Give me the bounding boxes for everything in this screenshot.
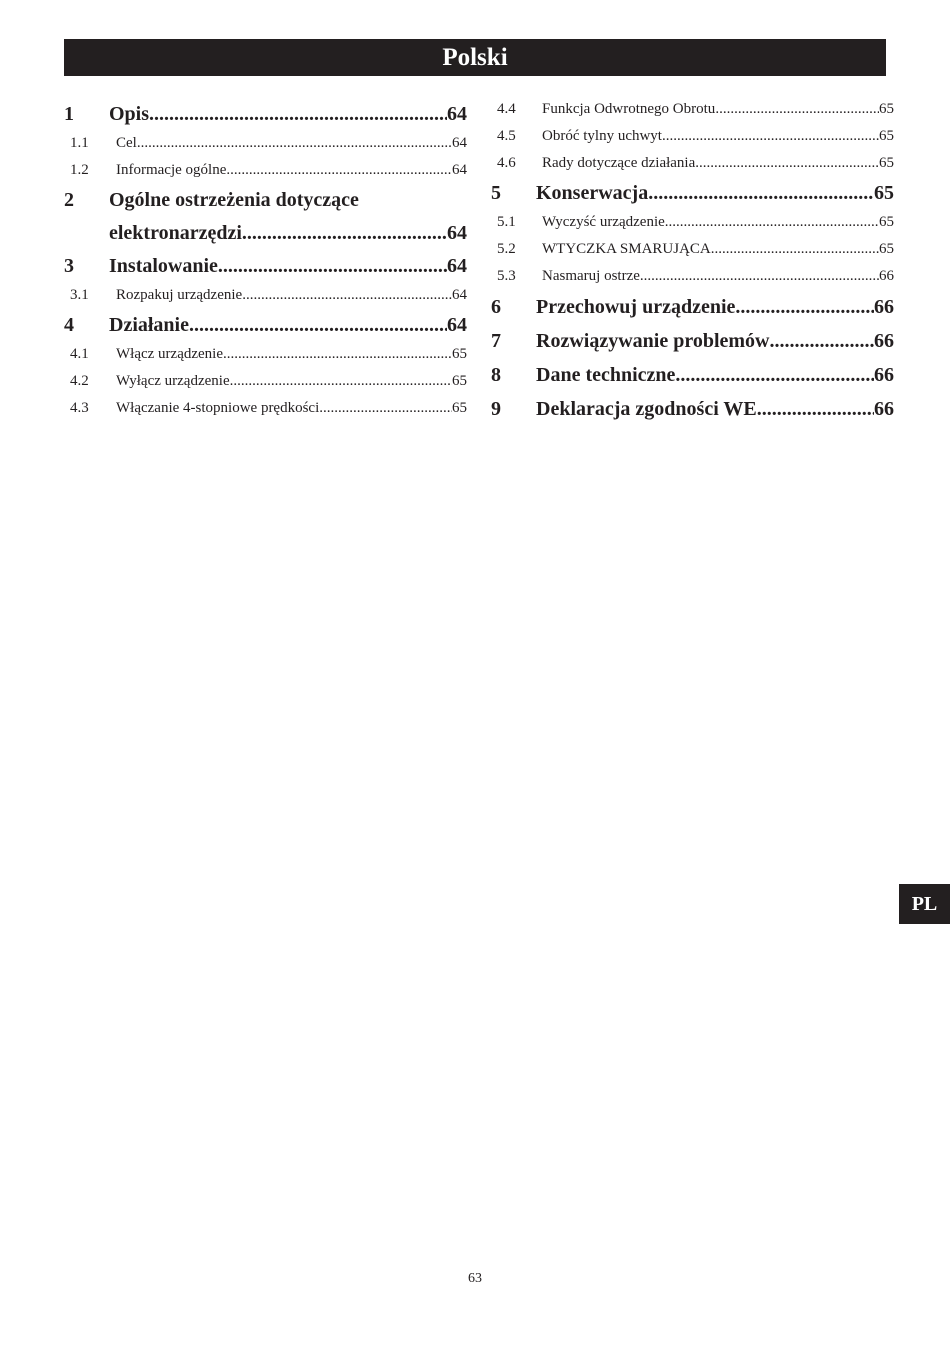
toc-number: 4: [64, 314, 74, 336]
toc-number: 4.5: [497, 128, 516, 144]
dot-leader: [230, 368, 452, 395]
toc-entry-6[interactable]: [491, 290, 894, 324]
dot-leader: [770, 324, 875, 358]
toc-page: 66: [874, 296, 894, 318]
toc-number: 5: [491, 182, 501, 204]
toc-number: 8: [491, 364, 501, 386]
toc-title: WTYCZKA SMARUJĄCA: [542, 241, 711, 257]
toc-entry-4-2[interactable]: [64, 368, 467, 395]
dot-leader: [319, 395, 452, 422]
dot-leader: [662, 123, 879, 150]
toc-title: Rozwiązywanie problemów: [536, 330, 770, 352]
dot-leader: [711, 236, 879, 263]
toc-title: Nasmaruj ostrze: [542, 268, 640, 284]
dot-leader: [648, 177, 874, 209]
dot-leader: [242, 216, 447, 250]
toc-page: 65: [879, 128, 894, 144]
toc-number: 6: [491, 296, 501, 318]
toc-title-line-1: Ogólne ostrzeżenia dotyczące: [109, 189, 359, 211]
toc-title: Włącz urządzenie: [116, 346, 223, 362]
toc-title: Rady dotyczące działania: [542, 155, 696, 171]
toc-entry-9[interactable]: [491, 392, 894, 426]
toc-title: Opis: [109, 103, 150, 125]
toc-number: 9: [491, 398, 501, 420]
dot-leader: [665, 209, 879, 236]
toc-number: 4.2: [70, 373, 89, 389]
page-title: Polski: [442, 43, 508, 71]
toc-number: 1.1: [70, 135, 89, 151]
toc-number: 3: [64, 255, 74, 277]
dot-leader: [149, 98, 447, 130]
toc-page: 65: [874, 182, 894, 204]
toc-entry-4[interactable]: [64, 309, 467, 341]
toc-number: 5.1: [497, 214, 516, 230]
toc-title-line-2: elektronarzędzi: [109, 222, 242, 244]
toc-title: Informacje ogólne: [116, 162, 227, 178]
toc-page: 66: [874, 364, 894, 386]
toc-number: 4.3: [70, 400, 89, 416]
toc-page: 64: [452, 162, 467, 178]
toc-entry-1-1[interactable]: [64, 130, 467, 157]
language-side-tab: [899, 884, 950, 924]
toc-page: 64: [452, 287, 467, 303]
toc-title: Wyłącz urządzenie: [116, 373, 230, 389]
toc-number: 4.6: [497, 155, 516, 171]
dot-leader: [715, 96, 879, 123]
toc-page: 66: [874, 330, 894, 352]
toc-entry-3-1[interactable]: [64, 282, 467, 309]
toc-page: 65: [879, 155, 894, 171]
toc-left-column: [64, 96, 467, 422]
toc-title: Funkcja Odwrotnego Obrotu: [542, 101, 716, 117]
toc-page: 66: [874, 398, 894, 420]
language-code: PL: [911, 892, 938, 915]
toc-page: 64: [447, 103, 467, 125]
toc-page: 65: [879, 101, 894, 117]
dot-leader: [226, 157, 452, 184]
toc-entry-1-2[interactable]: [64, 157, 467, 184]
dot-leader: [640, 263, 879, 290]
toc-page: 64: [447, 255, 467, 277]
toc-right-column: [491, 96, 894, 426]
dot-leader: [695, 150, 879, 177]
toc-title: Instalowanie: [109, 255, 218, 277]
toc-page: 64: [447, 222, 467, 244]
toc-entry-3[interactable]: [64, 250, 467, 282]
toc-number: 2: [64, 189, 74, 211]
toc-number: 5.2: [497, 241, 516, 257]
toc-entry-4-4[interactable]: [491, 96, 894, 123]
toc-page: 64: [447, 314, 467, 336]
dot-leader: [218, 250, 447, 282]
dot-leader: [137, 130, 452, 157]
toc-entry-4-3[interactable]: [64, 395, 467, 422]
dot-leader: [757, 392, 874, 426]
page-number: 63: [468, 1271, 482, 1286]
dot-leader: [735, 290, 874, 324]
toc-entry-4-6[interactable]: [491, 150, 894, 177]
toc-page: 66: [879, 268, 894, 284]
toc-number: 1.2: [70, 162, 89, 178]
dot-leader: [189, 309, 447, 341]
toc-page: 65: [452, 373, 467, 389]
toc-entry-5-1[interactable]: [491, 209, 894, 236]
toc-entry-7[interactable]: [491, 324, 894, 358]
toc-entry-2[interactable]: [64, 184, 467, 250]
toc-title: Przechowuj urządzenie: [536, 296, 736, 318]
toc-number: 4.4: [497, 101, 516, 117]
toc-page: 65: [879, 241, 894, 257]
toc-entry-4-5[interactable]: [491, 123, 894, 150]
toc-title: Obróć tylny uchwyt: [542, 128, 662, 144]
toc-title: Cel: [116, 135, 137, 151]
toc-page: 64: [452, 135, 467, 151]
dot-leader: [675, 358, 874, 392]
toc-title: Włączanie 4-stopniowe prędkości: [116, 400, 320, 416]
toc-entry-4-1[interactable]: [64, 341, 467, 368]
toc-number: 7: [491, 330, 501, 352]
language-header-bar: [64, 39, 886, 76]
toc-page: 65: [452, 400, 467, 416]
toc-entry-8[interactable]: [491, 358, 894, 392]
toc-entry-5-3[interactable]: [491, 263, 894, 290]
toc-number: 3.1: [70, 287, 89, 303]
toc-title: Działanie: [109, 314, 189, 336]
toc-entry-1[interactable]: [64, 98, 467, 130]
toc-entry-5-2[interactable]: [491, 236, 894, 263]
toc-page: 65: [452, 346, 467, 362]
toc-title: Dane techniczne: [536, 364, 676, 386]
toc-number: 4.1: [70, 346, 89, 362]
dot-leader: [223, 341, 452, 368]
toc-title: Deklaracja zgodności WE: [536, 398, 757, 420]
dot-leader: [242, 282, 452, 309]
toc-title: Wyczyść urządzenie: [542, 214, 665, 230]
toc-title: Rozpakuj urządzenie: [116, 287, 243, 303]
toc-title: Konserwacja: [536, 182, 649, 204]
toc-number: 5.3: [497, 268, 516, 284]
toc-page: 65: [879, 214, 894, 230]
toc-number: 1: [64, 103, 74, 125]
toc-entry-5[interactable]: [491, 177, 894, 209]
